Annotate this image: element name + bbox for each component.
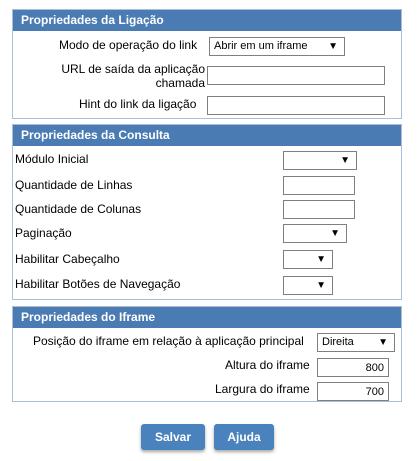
help-button[interactable]: Ajuda — [214, 424, 274, 450]
query-properties-title: Propriedades da Consulta — [13, 125, 401, 146]
header-select[interactable] — [283, 250, 333, 269]
hint-input[interactable] — [207, 96, 385, 115]
mode-select[interactable] — [209, 37, 345, 56]
mode-select-value: Abrir em um iframe — [214, 40, 308, 52]
iframe-properties-panel — [12, 306, 402, 402]
nav-buttons-select[interactable] — [283, 276, 333, 295]
chevron-down-icon: ▼ — [328, 41, 338, 52]
chevron-down-icon: ▼ — [316, 280, 326, 291]
chevron-down-icon: ▼ — [316, 254, 326, 265]
lines-input[interactable] — [283, 176, 355, 195]
iframe-position-label: Posição do iframe em relação à aplicação principal — [33, 334, 304, 348]
chevron-down-icon: ▼ — [340, 155, 350, 166]
query-properties-panel — [12, 124, 402, 300]
pagination-select[interactable] — [283, 224, 347, 243]
iframe-position-select-value: Direita — [322, 336, 354, 348]
columns-input[interactable] — [283, 200, 355, 219]
columns-label: Quantidade de Colunas — [15, 202, 142, 216]
iframe-width-label: Largura do iframe — [215, 382, 310, 396]
initial-module-select[interactable] — [283, 151, 357, 170]
url-label: URL de saída da aplicação chamada — [61, 62, 205, 90]
iframe-width-input[interactable] — [317, 382, 389, 401]
mode-label: Modo de operação do link — [59, 38, 198, 52]
chevron-down-icon: ▼ — [330, 228, 340, 239]
header-label: Habilitar Cabeçalho — [15, 252, 120, 266]
pagination-label: Paginação — [15, 226, 72, 240]
nav-buttons-label: Habilitar Botões de Navegação — [15, 277, 181, 291]
iframe-properties-title: Propriedades do Iframe — [13, 307, 401, 328]
link-properties-panel — [12, 9, 402, 119]
hint-label: Hint do link da ligação — [79, 97, 197, 111]
iframe-height-input[interactable] — [317, 358, 389, 377]
lines-label: Quantidade de Linhas — [15, 178, 133, 192]
iframe-height-label: Altura do iframe — [225, 358, 310, 372]
link-properties-title: Propriedades da Ligação — [13, 10, 401, 31]
url-input[interactable] — [207, 66, 385, 85]
save-button[interactable]: Salvar — [141, 424, 205, 450]
iframe-position-select[interactable] — [317, 333, 395, 352]
chevron-down-icon: ▼ — [378, 337, 388, 348]
initial-module-label: Módulo Inicial — [15, 152, 89, 166]
